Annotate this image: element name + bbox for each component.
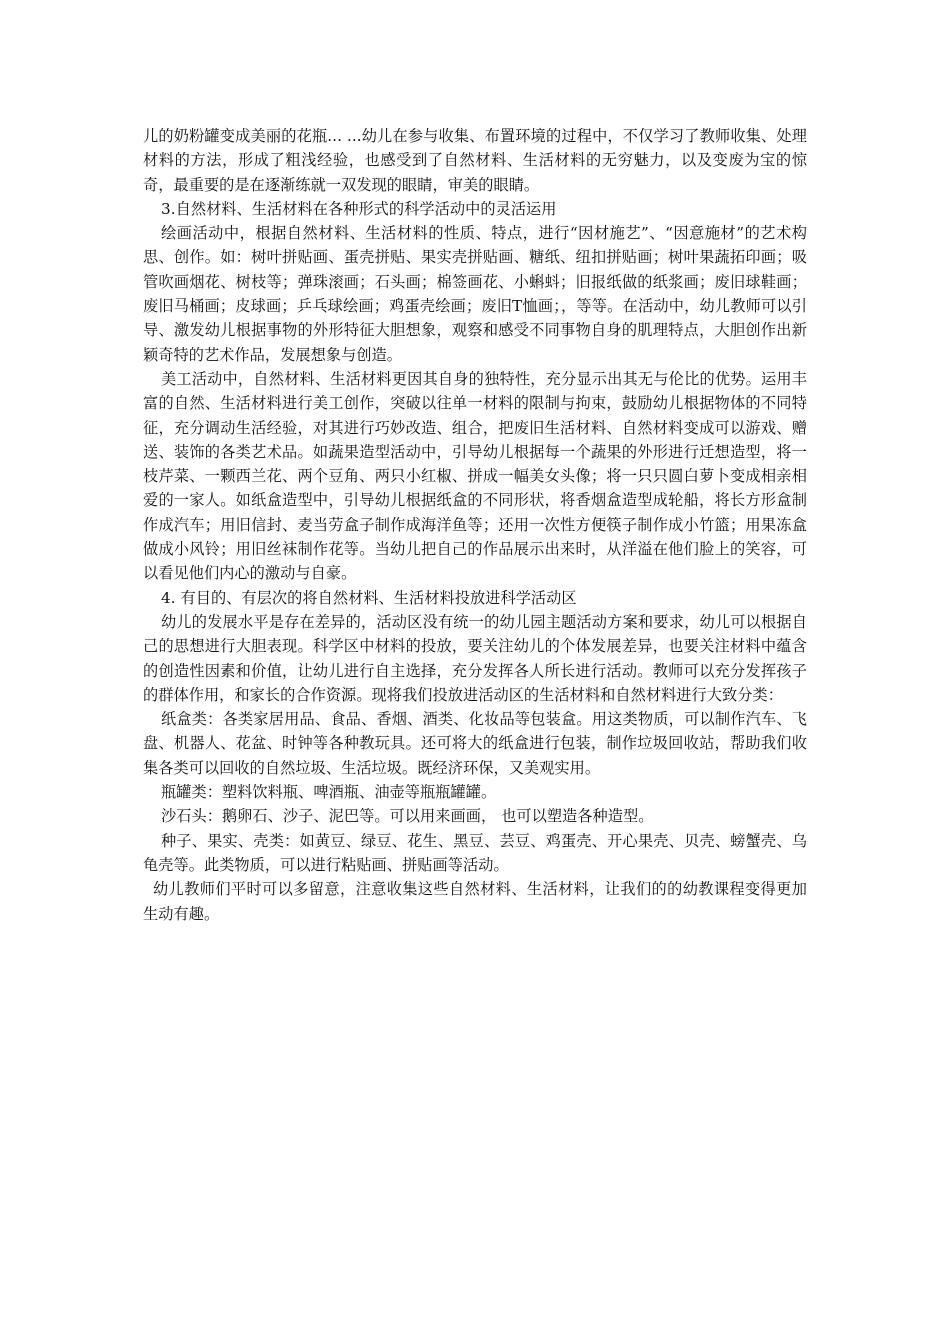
document-body: [143, 124, 807, 926]
paragraph-sand-stones: 沙石头：鹅卵石、沙子、泥巴等。可以用来画画， 也可以塑造各种造型。: [161, 807, 654, 826]
paragraph-science-area: 幼儿的发展水平是存在差异的，活动区没有统一的幼儿园主题活动方案和要求，幼儿可以根据自己的思想进行大胆表现。科学区中材料的投放，要关注幼儿的个体发展差异，也要关注材料中蕴含的创造性因素和价值，让幼儿进行自主选择，充分发挥各人所长进行活动。教师可以充分发挥孩子的群体作用，和家长的合作资源。现将我们投放进活动区的生活材料和自然材料进行大致分类：: [143, 612, 807, 704]
paragraph-bottles-jars: 瓶罐类：塑料饮料瓶、啤酒瓶、油壶等瓶瓶罐罐。: [161, 783, 497, 802]
paragraph-seeds-shells: 种子、果实、壳类：如黄豆、绿豆、花生、黑豆、芸豆、鸡蛋壳、开心果壳、贝壳、螃蟹壳、乌龟壳等。此类物质，可以进行粘贴画、拼贴画等活动。: [143, 831, 807, 874]
section-heading-4: 4. 有目的、有层次的将自然材料、生活材料投放进科学活动区: [161, 588, 577, 607]
section-heading-3: 3.自然材料、生活材料在各种形式的科学活动中的灵活运用: [161, 199, 557, 218]
paragraph-paper-boxes: 纸盒类：各类家居用品、食品、香烟、酒类、化妆品等包装盒。用这类物质，可以制作汽车、飞盘、机器人、花盆、时钟等各种教玩具。还可将大的纸盒进行包装，制作垃圾回收站，帮助我们收集各类可以回收的自然垃圾、生活垃圾。既经济环保，又美观实用。: [143, 710, 807, 777]
paragraph-intro-continuation: 儿的奶粉罐变成美丽的花瓶... ...幼儿在参与收集、布置环境的过程中，不仅学习了教师收集、处理材料的方法，形成了粗浅经验，也感受到了自然材料、生活材料的无穷魅力，以及变废为宝的惊奇，最重要的是在逐渐练就一双发现的眼睛，审美的眼睛。: [143, 127, 807, 194]
paragraph-drawing-activities: 绘画活动中，根据自然材料、生活材料的性质、特点，进行“因材施艺”、“因意施材”的艺术构思、创作。如：树叶拼贴画、蛋壳拼贴、果实壳拼贴画、糖纸、纽扣拼贴画；树叶果蔬拓印画；吸管吹画烟花、树枝等；弹珠滚画；石头画；棉签画花、小蝌蚪；旧报纸做的纸浆画；废旧球鞋画；废旧马桶画；皮球画；乒乓球绘画；鸡蛋壳绘画；废旧T恤画；，等等。在活动中，幼儿教师可以引导、激发幼儿根据事物的外形特征大胆想象，观察和感受不同事物自身的肌理特点，大胆创作出新颖奇特的艺术作品，发展想象与创造。: [143, 224, 807, 364]
paragraph-art-activities: 美工活动中，自然材料、生活材料更因其自身的独特性，充分显示出其无与伦比的优势。运用丰富的自然、生活材料进行美工创作，突破以往单一材料的限制与拘束，鼓励幼儿根据物体的不同特征，充分调动生活经验，对其进行巧妙改造、组合，把废旧生活材料、自然材料变成可以游戏、赠送、装饰的各类艺术品。如蔬果造型活动中，引导幼儿根据每一个蔬果的外形进行迁想造型，将一枝芹菜、一颗西兰花、两个豆角、两只小红椒、拼成一幅美女头像；将一只只圆白萝卜变成相亲相爱的一家人。如纸盒造型中，引导幼儿根据纸盒的不同形状，将香烟盒造型成轮船，将长方形盒制作成汽车；用旧信封、麦当劳盒子制作成海洋鱼等；还用一次性方便筷子制作成小竹篮；用果冻盒做成小风铃；用旧丝袜制作花等。当幼儿把自己的作品展示出来时，从洋溢在他们脸上的笑容，可以看见他们内心的激动与自豪。: [143, 369, 807, 583]
paragraph-conclusion: 幼儿教师们平时可以多留意，注意收集这些自然材料、生活材料，让我们的的幼教课程变得更加生动有趣。: [143, 880, 807, 923]
